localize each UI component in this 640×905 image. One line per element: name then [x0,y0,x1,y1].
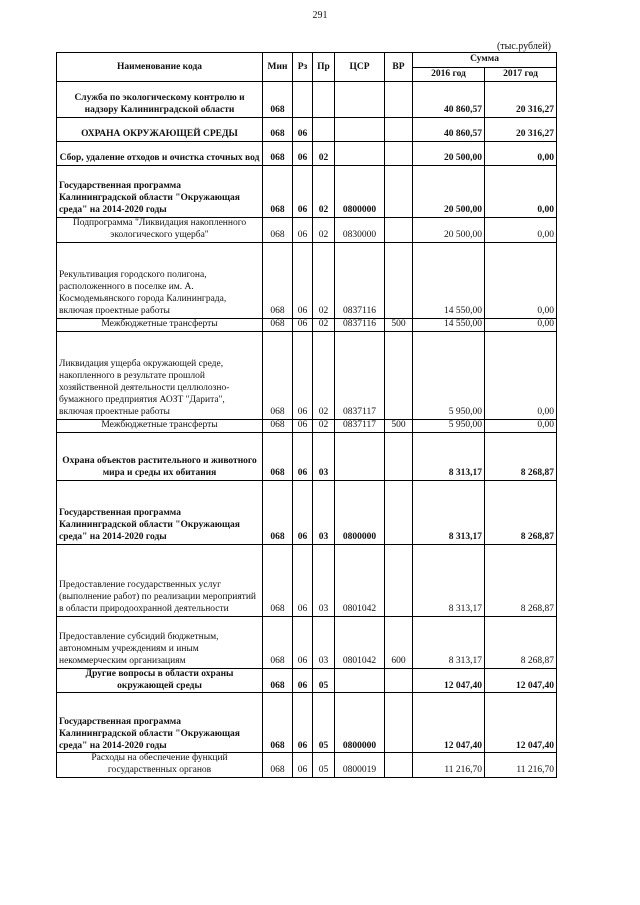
row-min: 068 [263,693,293,753]
row-rz: 06 [293,753,313,778]
row-vr [385,668,413,693]
row-vr [385,218,413,243]
row-name: Охрана объектов растительного и животного мира и среды их обитания [57,432,263,480]
row-sum-2016: 20 500,00 [413,218,485,243]
row-min: 068 [263,82,293,118]
row-sum-2017: 12 047,40 [485,668,557,693]
row-min: 068 [263,480,293,544]
row-pr: 05 [313,693,335,753]
row-rz: 06 [293,118,313,142]
row-sum-2016: 12 047,40 [413,693,485,753]
row-sum-2016: 14 550,00 [413,242,485,318]
row-name: Предоставление государственных услуг (выполнение работ) по реализации мероприятий в области природоохранной деятельности [57,544,263,616]
row-sum-2017: 8 268,87 [485,616,557,668]
row-sum-2016: 11 216,70 [413,753,485,778]
row-sum-2017: 0,00 [485,242,557,318]
row-rz: 06 [293,419,313,432]
row-csr [335,432,385,480]
row-sum-2016: 20 500,00 [413,142,485,166]
row-rz: 06 [293,166,313,218]
row-csr: 0800000 [335,693,385,753]
row-name: Государственная программа Калининградской области "Окружающая среда" на 2014-2020 годы [57,166,263,218]
row-pr: 02 [313,242,335,318]
row-sum-2016: 40 860,57 [413,82,485,118]
table-row [57,668,557,693]
table-row [57,82,557,118]
table-row [57,118,557,142]
row-csr: 0837116 [335,242,385,318]
row-csr: 0800000 [335,480,385,544]
row-min: 068 [263,142,293,166]
row-min: 068 [263,242,293,318]
row-min: 068 [263,432,293,480]
row-pr [313,118,335,142]
header-row [57,53,557,68]
table-row [57,331,557,419]
row-sum-2016: 5 950,00 [413,331,485,419]
table-row [57,218,557,243]
row-rz: 06 [293,318,313,331]
row-vr [385,118,413,142]
row-vr [385,544,413,616]
row-name: Межбюджетные трансферты [57,419,263,432]
row-pr: 02 [313,218,335,243]
row-rz: 06 [293,242,313,318]
header-name: Наименование кода [57,53,263,82]
row-sum-2017: 20 316,27 [485,82,557,118]
table-row [57,753,557,778]
row-pr: 02 [313,331,335,419]
table-row [57,544,557,616]
row-vr [385,82,413,118]
row-sum-2017: 0,00 [485,142,557,166]
row-csr [335,82,385,118]
page-number: 291 [312,10,328,21]
header-year-2017: 2017 год [485,67,557,82]
row-min: 068 [263,753,293,778]
row-csr: 0801042 [335,544,385,616]
header-rz: Рз [293,53,313,82]
row-rz: 06 [293,218,313,243]
row-sum-2017: 0,00 [485,331,557,419]
row-sum-2016: 8 313,17 [413,616,485,668]
header-vr: ВР [385,53,413,82]
row-sum-2017: 8 268,87 [485,480,557,544]
row-pr [313,82,335,118]
row-sum-2017: 8 268,87 [485,432,557,480]
header-csr: ЦСР [335,53,385,82]
row-name: Государственная программа Калининградской области "Окружающая среда" на 2014-2020 годы [57,480,263,544]
row-csr: 0837116 [335,318,385,331]
row-min: 068 [263,668,293,693]
row-sum-2016: 8 313,17 [413,480,485,544]
table-row [57,142,557,166]
row-min: 068 [263,544,293,616]
row-rz: 06 [293,480,313,544]
table-row [57,480,557,544]
row-name: Предоставление субсидий бюджетным, автономным учреждениям и иным некоммерческим организациям [57,616,263,668]
row-pr: 05 [313,753,335,778]
row-vr: 600 [385,616,413,668]
header-year-2016: 2016 год [413,67,485,82]
row-rz: 06 [293,616,313,668]
row-pr: 02 [313,318,335,331]
row-sum-2016: 8 313,17 [413,544,485,616]
row-vr [385,242,413,318]
row-min: 068 [263,419,293,432]
row-rz: 06 [293,693,313,753]
row-rz: 06 [293,142,313,166]
row-sum-2017: 12 047,40 [485,693,557,753]
row-min: 068 [263,331,293,419]
header-min: Мин [263,53,293,82]
row-rz [293,82,313,118]
row-pr: 03 [313,480,335,544]
row-vr [385,693,413,753]
row-vr [385,166,413,218]
budget-table [56,52,557,778]
row-min: 068 [263,616,293,668]
row-name: Государственная программа Калининградской области "Окружающая среда" на 2014-2020 годы [57,693,263,753]
row-csr: 0801042 [335,616,385,668]
row-min: 068 [263,218,293,243]
row-sum-2016: 8 313,17 [413,432,485,480]
table-row [57,432,557,480]
row-vr [385,331,413,419]
header-sum: Сумма [413,53,557,68]
row-pr: 05 [313,668,335,693]
row-sum-2017: 0,00 [485,318,557,331]
row-csr: 0837117 [335,331,385,419]
row-name: Ликвидация ущерба окружающей среде, накопленного в результате прошлой хозяйственной деятельности целлюлозно-бумажного предприятия АОЗТ "Дарита", включая проектные работы [57,331,263,419]
row-min: 068 [263,118,293,142]
row-sum-2017: 20 316,27 [485,118,557,142]
row-name: ОХРАНА ОКРУЖАЮЩЕЙ СРЕДЫ [57,118,263,142]
row-sum-2016: 20 500,00 [413,166,485,218]
row-csr: 0830000 [335,218,385,243]
row-csr: 0800019 [335,753,385,778]
row-rz: 06 [293,432,313,480]
row-vr [385,753,413,778]
row-rz: 06 [293,544,313,616]
row-pr: 03 [313,432,335,480]
row-vr: 500 [385,318,413,331]
row-name: Рекультивация городского полигона, расположенного в поселке им. А. Космодемьянского города Калининграда, включая проектные работы [57,242,263,318]
row-rz: 06 [293,668,313,693]
table-body [57,82,557,778]
row-pr: 02 [313,142,335,166]
table-row [57,419,557,432]
row-sum-2016: 5 950,00 [413,419,485,432]
row-vr [385,432,413,480]
row-sum-2017: 8 268,87 [485,544,557,616]
table-row [57,318,557,331]
row-name: Расходы на обеспечение функций государственных органов [57,753,263,778]
row-csr [335,668,385,693]
row-sum-2017: 0,00 [485,419,557,432]
table-row [57,242,557,318]
row-pr: 03 [313,544,335,616]
row-name: Межбюджетные трансферты [57,318,263,331]
header-pr: Пр [313,53,335,82]
row-csr [335,142,385,166]
row-vr [385,480,413,544]
row-name: Другие вопросы в области охраны окружающей среды [57,668,263,693]
row-rz: 06 [293,331,313,419]
row-pr: 03 [313,616,335,668]
table-row [57,693,557,753]
table-row [57,616,557,668]
row-name: Служба по экологическому контролю и надзору Калининградской области [57,82,263,118]
units-label: (тыс.рублей) [496,41,551,52]
row-csr [335,118,385,142]
row-sum-2017: 0,00 [485,166,557,218]
row-pr: 02 [313,166,335,218]
row-vr: 500 [385,419,413,432]
row-sum-2016: 12 047,40 [413,668,485,693]
row-csr: 0800000 [335,166,385,218]
row-name: Подпрограмма "Ликвидация накопленного экологического ущерба" [57,218,263,243]
row-name: Сбор, удаление отходов и очистка сточных вод [57,142,263,166]
row-csr: 0837117 [335,419,385,432]
row-sum-2016: 40 860,57 [413,118,485,142]
table-row [57,166,557,218]
row-min: 068 [263,318,293,331]
row-vr [385,142,413,166]
row-sum-2017: 0,00 [485,218,557,243]
row-sum-2016: 14 550,00 [413,318,485,331]
row-sum-2017: 11 216,70 [485,753,557,778]
row-pr: 02 [313,419,335,432]
row-min: 068 [263,166,293,218]
